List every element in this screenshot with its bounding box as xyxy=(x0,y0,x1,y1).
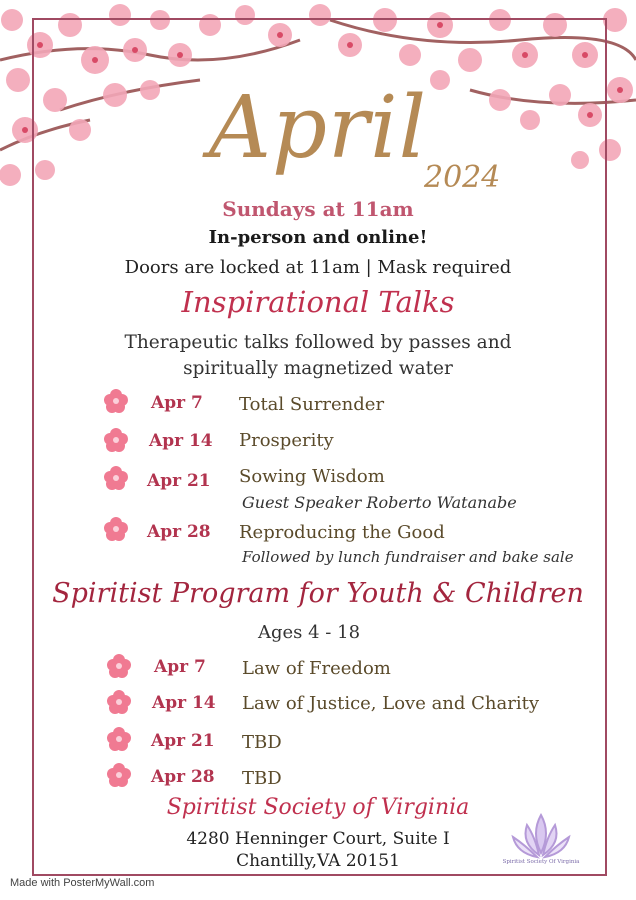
month-title: April xyxy=(208,78,428,178)
talk-topic: Total Surrender xyxy=(239,394,385,415)
talk-date: Apr 7 xyxy=(151,393,203,413)
youth-heading: Spiritist Program for Youth & Children xyxy=(52,578,584,609)
schedule-text: Sundays at 11am xyxy=(222,197,414,221)
notice-text: Doors are locked at 11am | Mask required xyxy=(124,257,512,278)
format-text: In-person and online! xyxy=(208,227,428,248)
talk-date: Apr 21 xyxy=(147,471,211,491)
talk-topic: Sowing Wisdom xyxy=(239,466,385,487)
talk-topic: Prosperity xyxy=(239,430,334,451)
youth-date: Apr 14 xyxy=(152,693,216,713)
blossom-bullet-icon xyxy=(107,654,131,678)
youth-topic: Law of Freedom xyxy=(242,658,391,679)
youth-topic: TBD xyxy=(242,768,282,789)
blossom-bullet-icon xyxy=(107,690,131,714)
description-line-2: spiritually magnetized water xyxy=(183,358,453,379)
inspirational-heading: Inspirational Talks xyxy=(181,285,455,319)
description-line-1: Therapeutic talks followed by passes and xyxy=(124,332,512,353)
blossom-bullet-icon xyxy=(107,763,131,787)
logo-caption: Spiritist Society Of Virginia xyxy=(502,859,580,865)
youth-topic: TBD xyxy=(242,732,282,753)
talk-note: Guest Speaker Roberto Watanabe xyxy=(242,493,517,512)
talk-note: Followed by lunch fundraiser and bake sale xyxy=(242,548,574,566)
youth-date: Apr 7 xyxy=(154,657,206,677)
blossom-bullet-icon xyxy=(104,466,128,490)
youth-date: Apr 28 xyxy=(151,767,215,787)
youth-date: Apr 21 xyxy=(151,731,215,751)
ages-text: Ages 4 - 18 xyxy=(258,622,361,643)
credit-text: Made with PosterMyWall.com xyxy=(10,877,155,889)
blossom-bullet-icon xyxy=(104,389,128,413)
blossom-bullet-icon xyxy=(104,517,128,541)
organization-name: Spiritist Society of Virginia xyxy=(166,795,470,820)
blossom-bullet-icon xyxy=(104,428,128,452)
year-label: 2024 xyxy=(424,160,501,195)
talk-date: Apr 14 xyxy=(149,431,213,451)
address-line-2: Chantilly,VA 20151 xyxy=(236,851,400,871)
inspirational-description xyxy=(0,330,636,382)
talk-date: Apr 28 xyxy=(147,522,211,542)
youth-topic: Law of Justice, Love and Charity xyxy=(242,693,540,714)
blossom-bullet-icon xyxy=(107,727,131,751)
talk-topic: Reproducing the Good xyxy=(239,522,445,543)
address-line-1: 4280 Henninger Court, Suite I xyxy=(186,829,450,849)
